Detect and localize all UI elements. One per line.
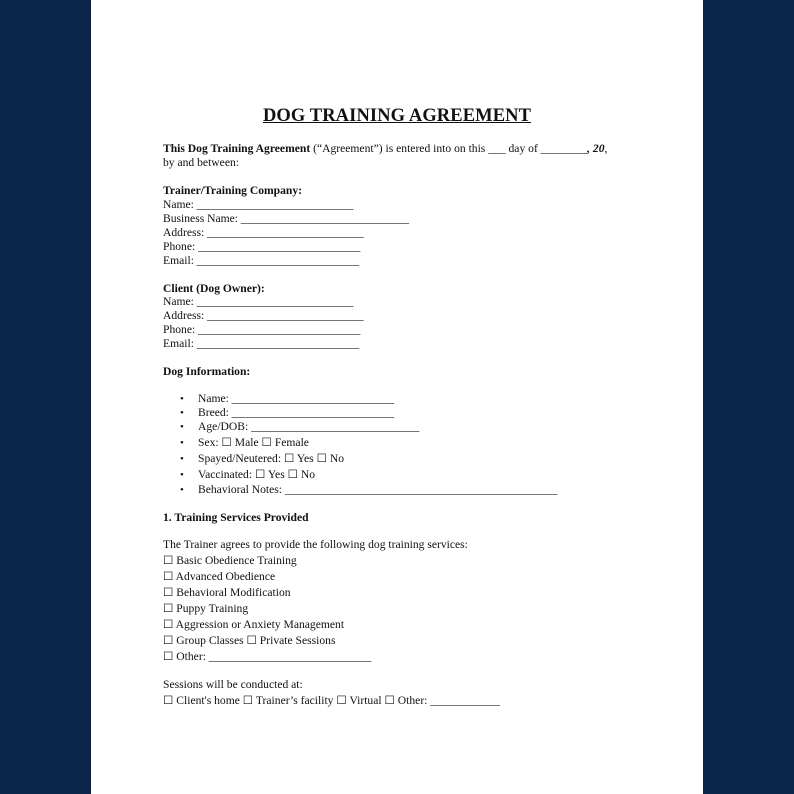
client-heading: Client (Dog Owner): [163,282,265,295]
intro-year: , 20 [587,142,605,155]
intro-mid: (“Agreement”) is entered into on this ___ day of ________ [310,142,588,155]
location-options: ☐ Client's home ☐ Trainer’s facility ☐ Virtual ☐ Other: ____________ [163,694,500,707]
dog-sex-field: Sex: ☐ Male ☐ Female [198,436,309,449]
intro-second-line: by and between: [163,156,239,169]
client-name-field: Name: ___________________________ [163,295,354,308]
intro-end: , [604,142,608,155]
service-option: ☐ Basic Obedience Training [163,554,297,567]
bullet: • [180,421,184,433]
services-intro: The Trainer agrees to provide the following dog training services: [163,538,468,551]
trainer-address-field: Address: ___________________________ [163,226,364,239]
dog-heading: Dog Information: [163,365,251,378]
service-option: ☐ Other: ____________________________ [163,650,372,663]
service-option: ☐ Advanced Obedience [163,570,276,583]
dog-breed-field: Breed: ____________________________ [198,406,395,419]
dog-age-field: Age/DOB: _____________________________ [198,420,420,433]
service-option: ☐ Group Classes ☐ Private Sessions [163,634,336,647]
bullet: • [180,453,184,465]
trainer-name-field: Name: ___________________________ [163,198,354,211]
document-title: DOG TRAINING AGREEMENT [262,106,532,126]
trainer-business-field: Business Name: _____________________________ [163,212,410,225]
service-option: ☐ Aggression or Anxiety Management [163,618,345,631]
intro-line [163,142,607,156]
dog-name-field: Name: ____________________________ [198,392,395,405]
dog-spayed-field: Spayed/Neutered: ☐ Yes ☐ No [198,452,345,465]
service-option: ☐ Behavioral Modification [163,586,291,599]
dog-behavioral-notes-field: Behavioral Notes: _______________________________________________ [198,483,558,496]
bullet: • [180,393,184,405]
location-label: Sessions will be conducted at: [163,678,303,691]
client-email-field: Email: ____________________________ [163,337,360,350]
client-phone-field: Phone: ____________________________ [163,323,361,336]
intro-bold: This Dog Training Agreement [163,142,311,155]
dog-vaccinated-field: Vaccinated: ☐ Yes ☐ No [198,468,316,481]
service-option: ☐ Puppy Training [163,602,249,615]
trainer-email-field: Email: ____________________________ [163,254,360,267]
trainer-phone-field: Phone: ____________________________ [163,240,361,253]
bullet: • [180,437,184,449]
bullet: • [180,407,184,419]
bullet: • [180,484,184,496]
document-page [91,0,703,794]
client-address-field: Address: ___________________________ [163,309,364,322]
services-heading: 1. Training Services Provided [163,511,309,524]
bullet: • [180,469,184,481]
trainer-heading: Trainer/Training Company: [163,184,303,197]
